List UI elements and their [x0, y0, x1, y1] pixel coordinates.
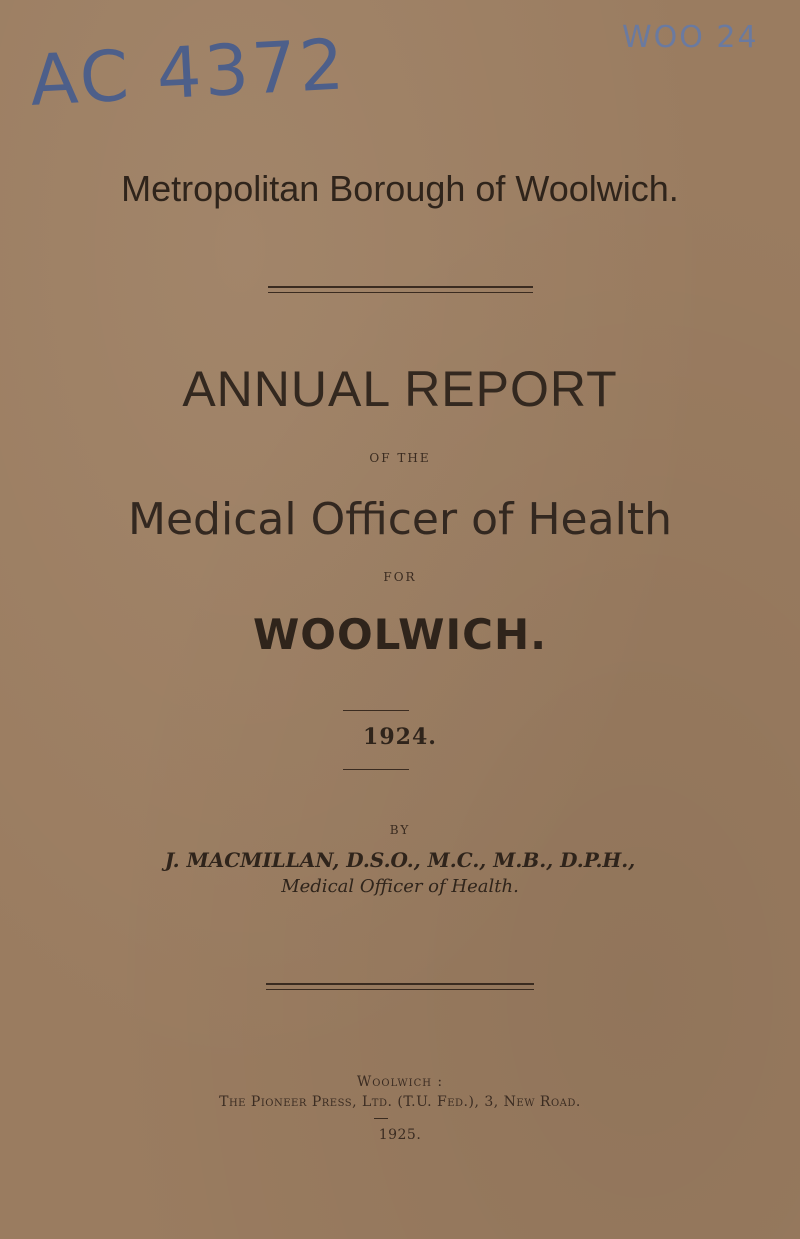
double-rule-divider — [0, 286, 800, 294]
year-rule-top — [343, 710, 409, 711]
imprint-place: Woolwich : — [356, 1074, 444, 1090]
for-label: FOR — [383, 570, 417, 584]
shelfmark-handwritten: WOO 24 — [622, 20, 759, 55]
double-rule-divider-lower — [0, 983, 800, 991]
author-role: Medical Officer of Health. — [281, 876, 519, 897]
author-name: J. MACMILLAN, D.S.O., M.C., M.B., D.P.H., — [164, 848, 636, 872]
imprint-year: 1925. — [378, 1127, 422, 1143]
by-label: BY — [389, 823, 411, 837]
borough-heading: Metropolitan Borough of Woolwich. — [121, 168, 679, 209]
report-title: ANNUAL REPORT — [182, 361, 618, 417]
report-year: 1924. — [363, 724, 437, 750]
of-the-label: OF THE — [369, 451, 431, 465]
year-rule-bottom — [343, 769, 409, 770]
officer-title: Medical Officer of Health — [128, 494, 672, 545]
imprint-printer: The Pioneer Press, Ltd. (T.U. Fed.), 3, New Road. — [219, 1094, 581, 1110]
place-title: WOOLWICH. — [252, 610, 548, 659]
imprint-rule — [374, 1118, 388, 1119]
accession-number-handwritten: AC 4372 — [28, 23, 349, 122]
